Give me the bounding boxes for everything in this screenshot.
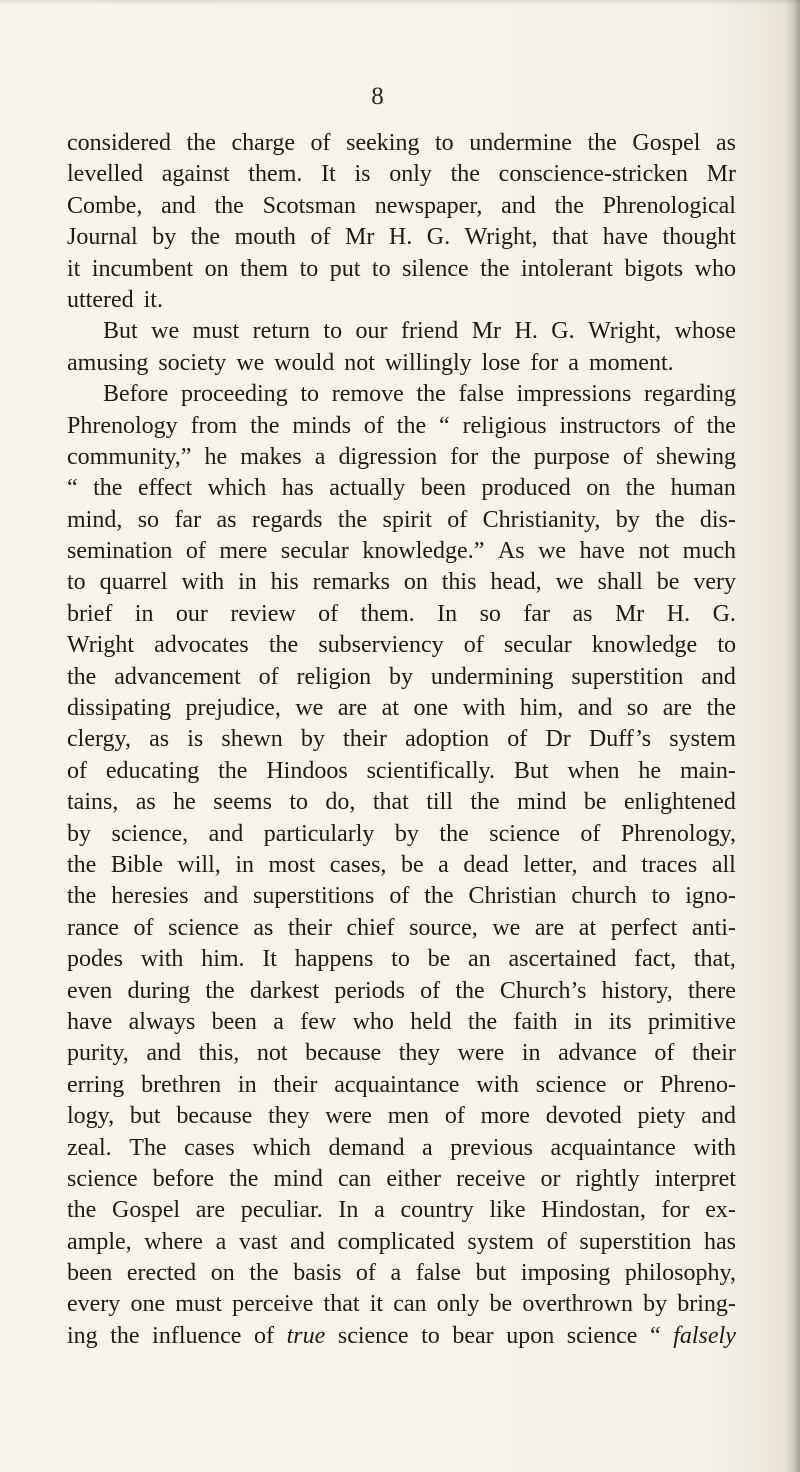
text-line: But we must return to our friend Mr H. G. Wright, whose bbox=[103, 318, 736, 345]
text-line: Before proceeding to remove the false impressions regarding bbox=[103, 381, 736, 408]
text-line: community,” he makes a digression for the purpose of shewing bbox=[67, 443, 736, 470]
text-line: the Bible will, in most cases, be a dead letter, and traces all bbox=[67, 851, 736, 878]
text-line: the advancement of religion by undermining superstition and bbox=[67, 663, 736, 690]
text-line: considered the charge of seeking to undermine the Gospel as bbox=[67, 130, 736, 156]
text-line: podes with him. It happens to be an ascertained fact, that, bbox=[67, 946, 736, 973]
text-line: the heresies and superstitions of the Christian church to igno- bbox=[67, 883, 736, 910]
text-line: levelled against them. It is only the conscience-stricken Mr bbox=[67, 161, 736, 188]
page-top-edge bbox=[0, 0, 800, 5]
text-line: Wright advocates the subserviency of secular knowledge to bbox=[67, 632, 736, 659]
text-line: ing the influence of true science to bear upon science “ falsely bbox=[67, 1322, 736, 1349]
text-line: brief in our review of them. In so far as Mr H. G. bbox=[67, 600, 736, 627]
text-line: Journal by the mouth of Mr H. G. Wright, that have thought bbox=[67, 224, 736, 251]
text-line: mind, so far as regards the spirit of Christianity, by the dis- bbox=[67, 506, 736, 533]
text-line: amusing society we would not willingly lose for a moment. bbox=[67, 349, 674, 376]
text-line: science before the mind can either receive or rightly interpret bbox=[67, 1165, 736, 1192]
page-binding-shadow bbox=[786, 0, 800, 1472]
text-line: the Gospel are peculiar. In a country like Hindostan, for ex- bbox=[67, 1197, 736, 1224]
text-line: uttered it. bbox=[67, 286, 163, 313]
page-number: 8 bbox=[371, 83, 384, 110]
text-line: have always been a few who held the faith in its primitive bbox=[67, 1008, 736, 1035]
text-line: been erected on the basis of a false but imposing philosophy, bbox=[67, 1260, 736, 1287]
text-line: logy, but because they were men of more devoted piety and bbox=[67, 1103, 736, 1130]
text-line: even during the darkest periods of the Church’s history, there bbox=[67, 977, 736, 1004]
text-line: Phrenology from the minds of the “ religious instructors of the bbox=[67, 412, 736, 439]
text-line: to quarrel with in his remarks on this head, we shall be very bbox=[67, 569, 736, 596]
text-line: of educating the Hindoos scientifically. But when he main- bbox=[67, 757, 736, 784]
text-line: “ the effect which has actually been produced on the human bbox=[67, 475, 736, 502]
text-line: it incumbent on them to put to silence the intolerant bigots who bbox=[67, 255, 736, 282]
text-line: purity, and this, not because they were in advance of their bbox=[67, 1040, 736, 1067]
text-line: rance of science as their chief source, we are at perfect anti- bbox=[67, 914, 736, 941]
text-line: erring brethren in their acquaintance with science or Phreno- bbox=[67, 1071, 736, 1098]
body-text bbox=[67, 128, 736, 1352]
text-line: zeal. The cases which demand a previous acquaintance with bbox=[67, 1134, 736, 1161]
text-line: every one must perceive that it can only be overthrown by bring- bbox=[67, 1291, 736, 1318]
text-line: dissipating prejudice, we are at one with him, and so are the bbox=[67, 695, 736, 722]
text-line: semination of mere secular knowledge.” As we have not much bbox=[67, 538, 736, 565]
text-line: ample, where a vast and complicated system of superstition has bbox=[67, 1228, 736, 1255]
text-line: clergy, as is shewn by their adoption of Dr Duff’s system bbox=[67, 726, 736, 753]
text-line: tains, as he seems to do, that till the mind be enlightened bbox=[67, 789, 736, 816]
text-line: by science, and particularly by the science of Phrenology, bbox=[67, 820, 736, 847]
text-line: Combe, and the Scotsman newspaper, and the Phrenological bbox=[67, 192, 736, 219]
